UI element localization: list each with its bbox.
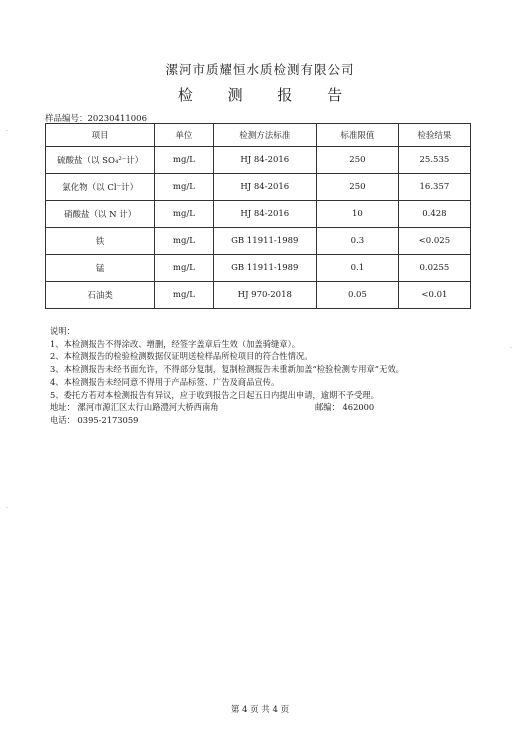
cell-item: 铁	[46, 228, 155, 255]
cell-result: 0.0255	[398, 255, 470, 282]
notes-heading: 说明：	[50, 326, 75, 336]
sample-number: 样品编号：20230411006	[45, 114, 147, 124]
cell-unit: mg/L	[155, 201, 213, 228]
phone: 电话： 0395-2173059	[50, 414, 139, 425]
cell-limit: 250	[317, 174, 399, 201]
header-limit: 标准限值	[317, 124, 399, 147]
address-row	[50, 401, 470, 414]
cell-unit: mg/L	[155, 174, 213, 201]
header-method: 检测方法标准	[213, 124, 317, 147]
table-row	[46, 201, 471, 228]
scan-mark: ·	[6, 505, 8, 512]
notes-section	[50, 325, 470, 427]
table-row	[46, 282, 471, 309]
page-number: 第 4 页 共 4 页	[230, 705, 290, 715]
table-row	[46, 174, 471, 201]
cell-unit: mg/L	[155, 255, 213, 282]
table-header-row	[46, 124, 471, 147]
cell-method: HJ 970-2018	[213, 282, 317, 309]
note-item: 5、委托方若对本检测报告有异议，应于收到报告之日起五日内提出申请，逾期不予受理。	[50, 389, 379, 400]
cell-method: HJ 84-2016	[213, 174, 317, 201]
cell-method: HJ 84-2016	[213, 147, 317, 174]
company-name: 漯河市质耀恒水质检测有限公司	[165, 62, 355, 77]
cell-item: 锰	[46, 255, 155, 282]
cell-limit: 250	[317, 147, 399, 174]
cell-limit: 0.1	[317, 255, 399, 282]
note-item: 2、本检测报告的检验检测数据仅证明送检样品所检项目的符合性情况。	[50, 351, 313, 362]
note-item: 1、本检测报告不得涂改、增删，经签字盖章后生效（加盖骑缝章）。	[50, 338, 301, 349]
cell-limit: 10	[317, 201, 399, 228]
cell-limit: 0.05	[317, 282, 399, 309]
results-table	[45, 123, 471, 309]
report-title: 检 测 报 告	[177, 86, 358, 104]
note-item: 4、本检测报告未经同意不得用于产品标签、广告及商品宣传。	[50, 376, 280, 387]
header-item: 项目	[46, 124, 155, 147]
postcode: 邮编： 462000	[315, 402, 375, 413]
cell-item: 硫酸盐（以 SO₄²⁻计）	[46, 147, 155, 174]
table-row	[46, 147, 471, 174]
table-row	[46, 228, 471, 255]
cell-method: GB 11911-1989	[213, 228, 317, 255]
cell-item: 硝酸盐（以 N 计）	[46, 201, 155, 228]
cell-item: 石油类	[46, 282, 155, 309]
cell-result: 16.357	[398, 174, 470, 201]
cell-result: <0.025	[398, 228, 470, 255]
scan-mark: ·	[510, 345, 512, 352]
note-item: 3、本检测报告未经书面允许，不得部分复制，复制检测报告未重新加盖“检验检测专用章”无效。	[50, 364, 404, 375]
cell-limit: 0.3	[317, 228, 399, 255]
scan-mark: ·	[6, 128, 8, 135]
header-result: 检验结果	[398, 124, 470, 147]
address: 地址： 漯河市源汇区太行山路澧河大桥西南角	[50, 402, 219, 413]
header-unit: 单位	[155, 124, 213, 147]
cell-unit: mg/L	[155, 147, 213, 174]
cell-result: 25.535	[398, 147, 470, 174]
cell-unit: mg/L	[155, 282, 213, 309]
cell-method: GB 11911-1989	[213, 255, 317, 282]
cell-unit: mg/L	[155, 228, 213, 255]
table-row	[46, 255, 471, 282]
cell-result: <0.01	[398, 282, 470, 309]
cell-result: 0.428	[398, 201, 470, 228]
cell-method: HJ 84-2016	[213, 201, 317, 228]
cell-item: 氯化物（以 Cl⁻计）	[46, 174, 155, 201]
